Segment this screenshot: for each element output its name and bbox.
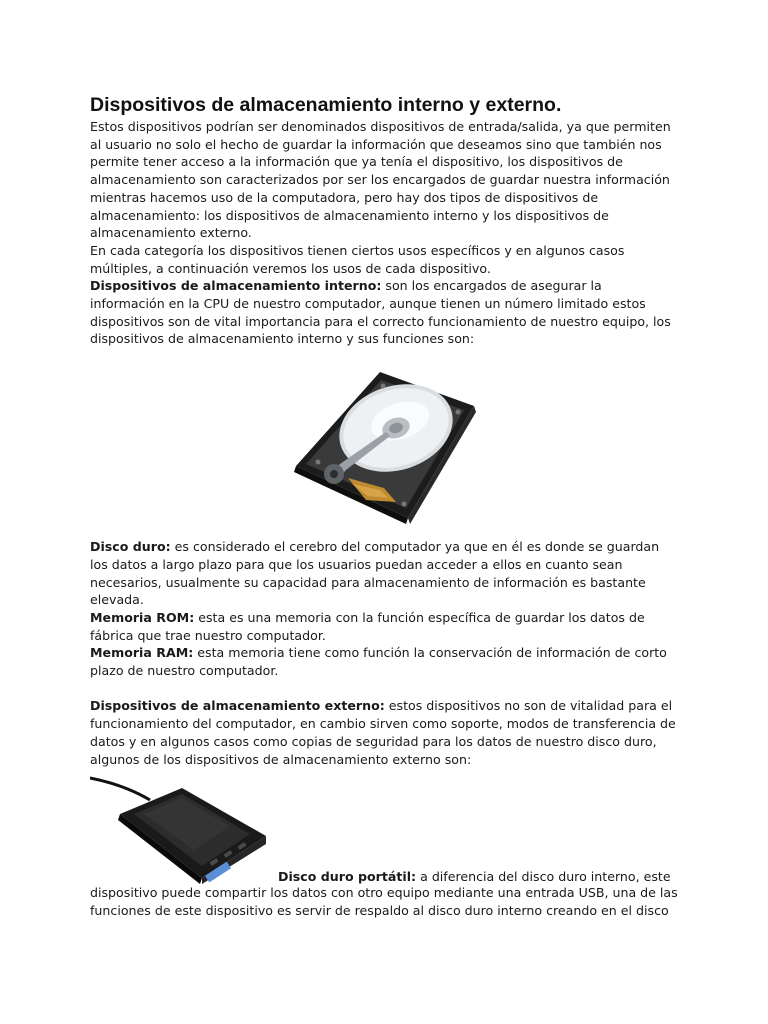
portable-hdd-first-line <box>278 868 671 886</box>
item-ram-text: esta memoria tiene como función la conservación de información de corto plazo de nuestro computador. <box>90 645 667 679</box>
portable-hdd-label: Disco duro portátil: <box>278 868 417 884</box>
external-storage-label: Dispositivos de almacenamiento externo: <box>90 698 385 714</box>
external-storage-paragraph <box>90 697 680 768</box>
item-ram-label: Memoria RAM: <box>90 645 194 661</box>
document-title: Dispositivos de almacenamiento interno y externo. <box>90 94 562 116</box>
item-rom-label: Memoria ROM: <box>90 609 195 625</box>
internal-storage-paragraph <box>90 277 680 348</box>
portable-hard-drive-image <box>90 774 268 884</box>
paragraph-gap <box>90 680 680 698</box>
internal-hdd-figure <box>90 366 680 526</box>
item-ram <box>90 644 680 679</box>
intro-paragraph-2: En cada categoría los dispositivos tienen ciertos usos específicos y en algunos casos múltiples, a continuación veremos los usos de cada dispositivo. <box>90 242 625 276</box>
item-rom-text: esta es una memoria con la función específica de guardar los datos de fábrica que trae nuestro computador. <box>90 609 645 643</box>
document-page <box>90 92 680 920</box>
external-storage-text: estos dispositivos no son de vitalidad para el funcionamiento del computador, en cambio sirven como soporte, modos de transferencia de datos y en algunos casos como copias de seguridad para los datos de nuestro disco duro, algunos de los dispositivos de almacenamiento externo son: <box>90 698 676 767</box>
item-hdd <box>90 538 680 609</box>
item-hdd-label: Disco duro: <box>90 539 171 555</box>
portable-hdd-inline-text: a diferencia del disco duro interno, este <box>416 868 671 884</box>
portable-hdd-paragraph: dispositivo puede compartir los datos con otro equipo mediante una entrada USB, una de las funciones de este dispositivo es servir de respaldo al disco duro interno creando en el disco <box>90 885 678 918</box>
item-rom <box>90 609 680 644</box>
hard-disk-drive-image <box>288 366 478 526</box>
internal-storage-text: son los encargados de asegurar la información en la CPU de nuestro computador, aunque tienen un número limitado estos dispositivos son de vital importancia para el correcto funcionamiento de nuestro equipo, los dispositivos de almacenamiento interno y sus funciones son: <box>90 278 671 347</box>
portable-hdd-figure <box>90 774 680 884</box>
item-hdd-text: es considerado el cerebro del computador ya que en él es donde se guardan los datos a largo plazo para que los usuarios puedan acceder a ellos en cuanto sean necesarios, usualmente su capacidad para almacenamiento de información es bastante elevada. <box>90 539 660 608</box>
internal-storage-label: Dispositivos de almacenamiento interno: <box>90 278 382 294</box>
intro-paragraph: Estos dispositivos podrían ser denominados dispositivos de entrada/salida, ya que permiten al usuario no solo el hecho de guardar la información que deseamos sino que también nos permite tener acceso a la información que ya tenía el dispositivo, los dispositivos de almacenamiento son caracterizados por ser los encargados de guardar nuestra información mientras hacemos uso de la computadora, pero hay dos tipos de dispositivos de almacenamiento: los dispositivos de almacenamiento interno y los dispositivos de almacenamiento externo. <box>90 119 671 241</box>
